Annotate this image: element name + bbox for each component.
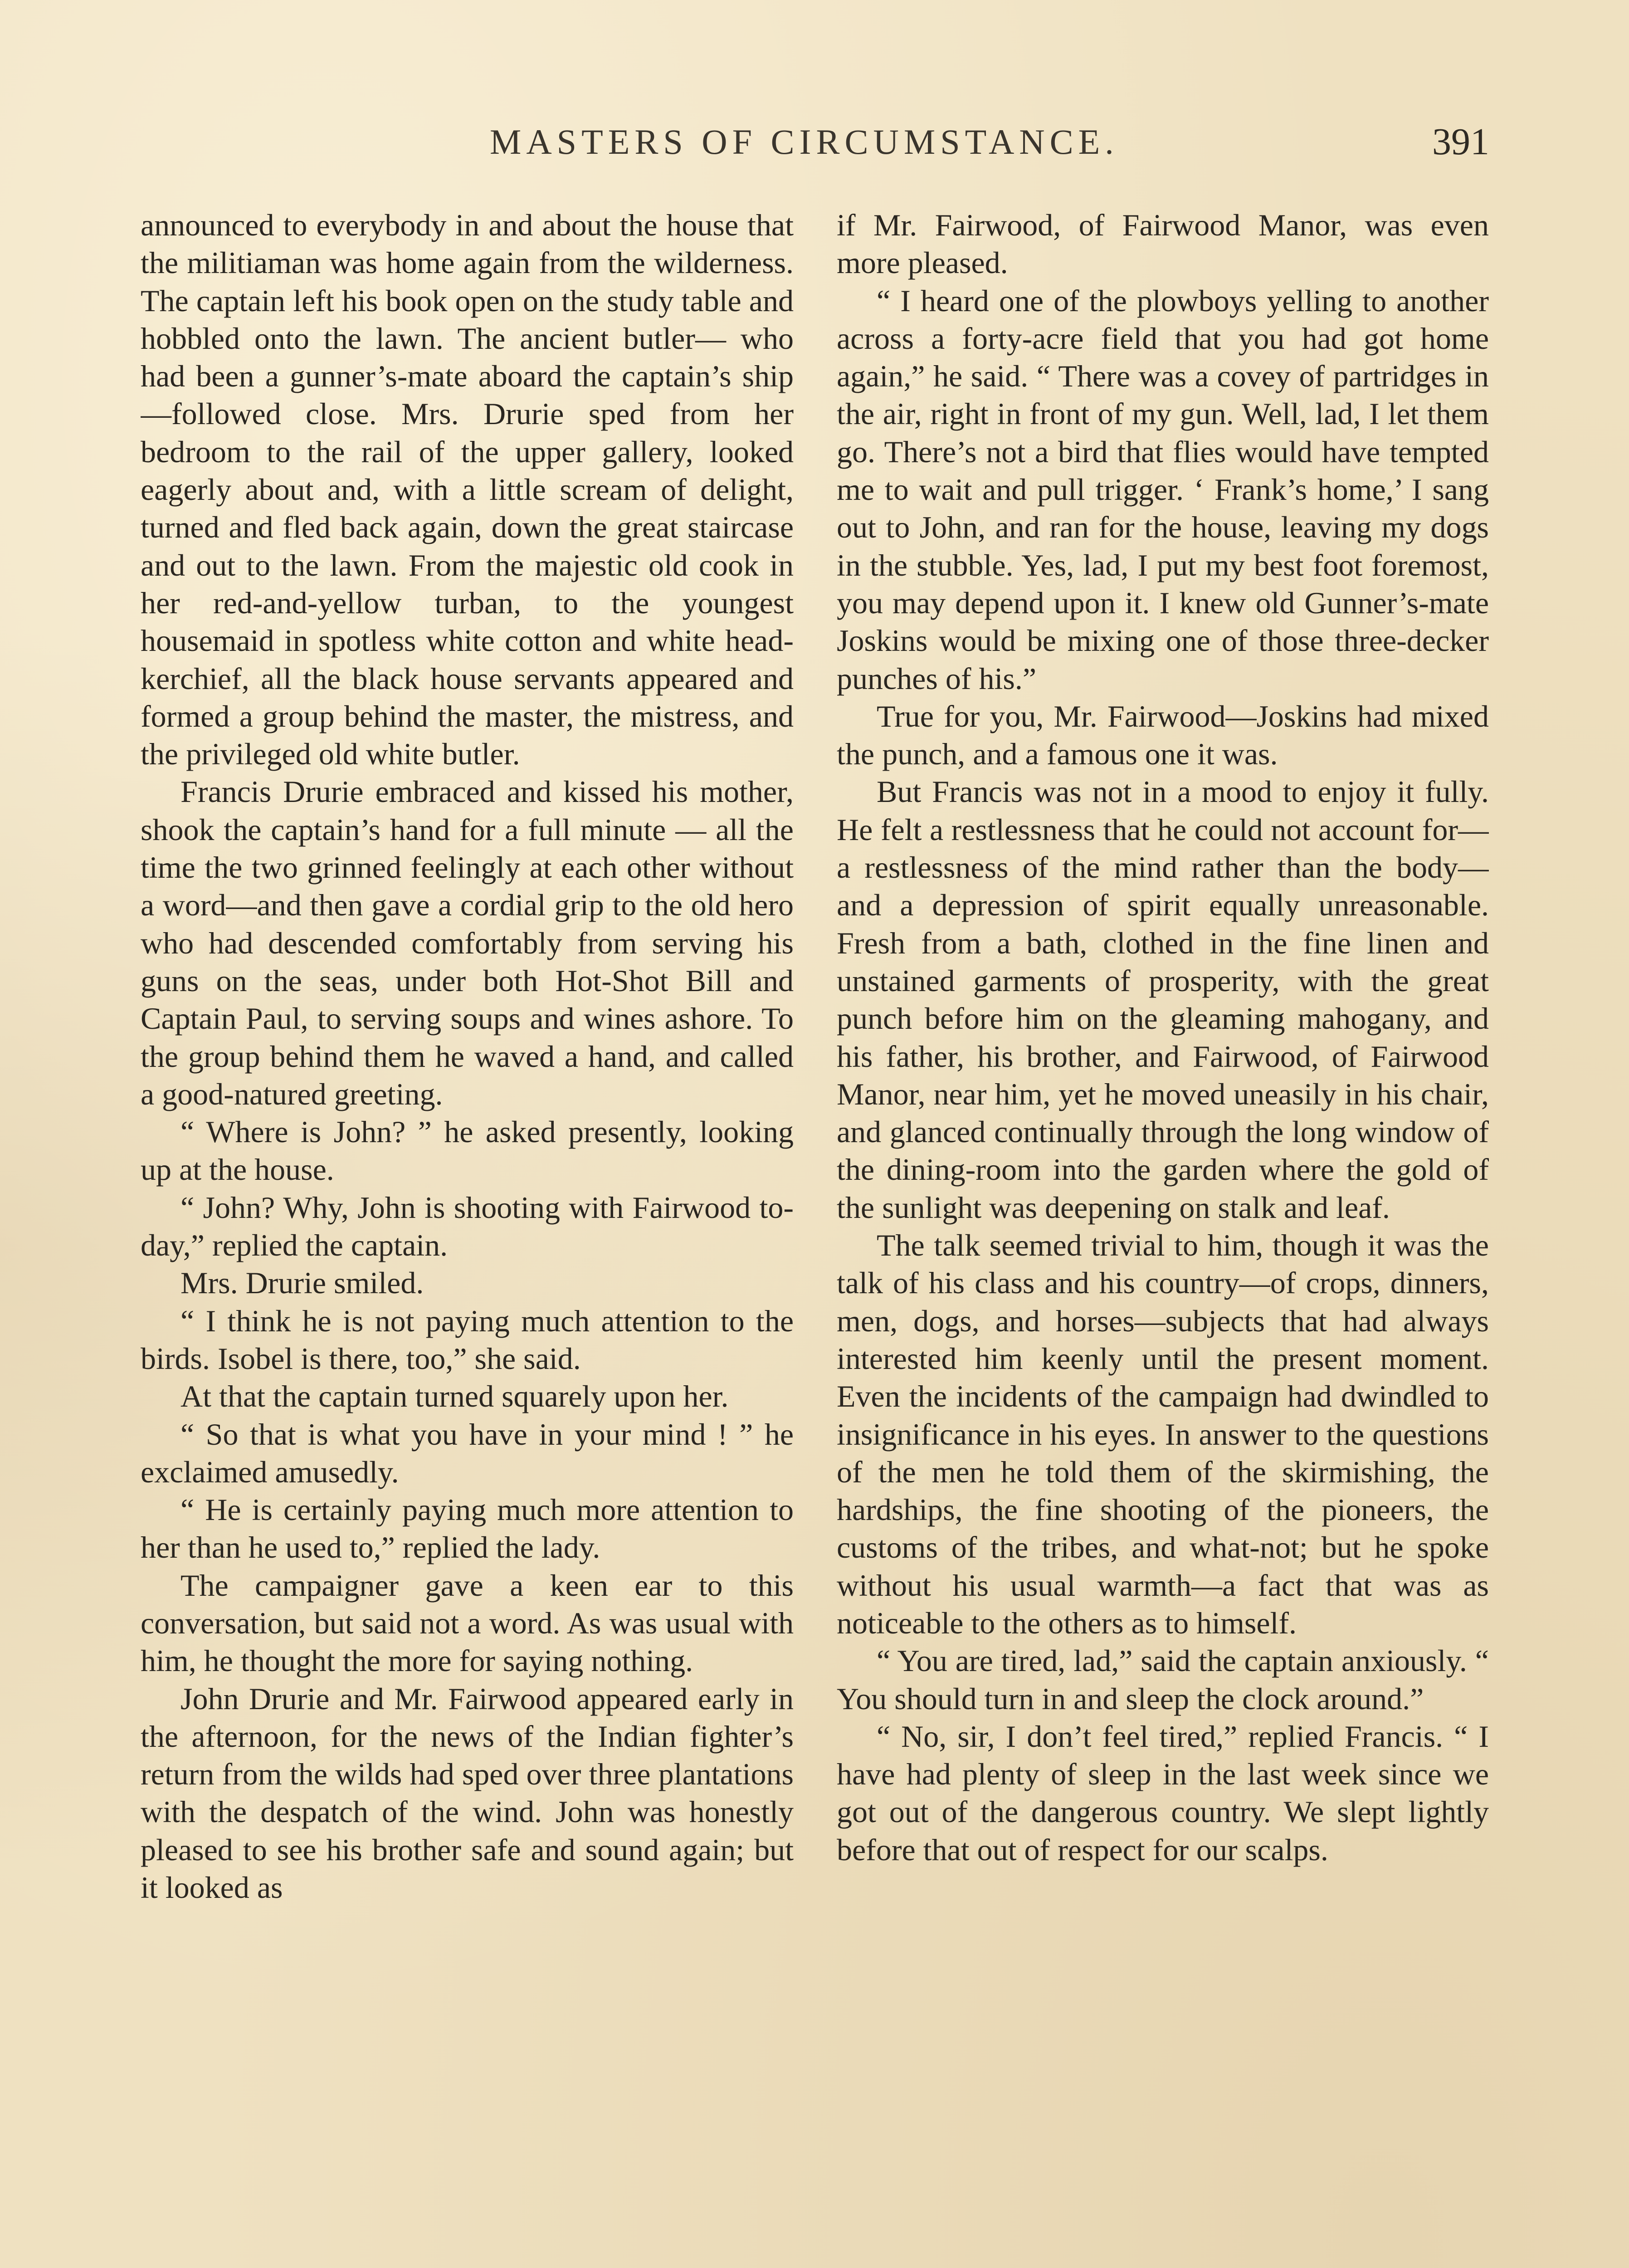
paragraph: The talk seemed trivial to him, though it was the talk of his class and his country—of crops, dinners, men, dogs, and horses—subjects that had always interested him keenly until the present moment. Even the incidents of the campaign had dwindled to insignificance in his eyes. In answer to the questions of the men he told them of the skirmishing, the hardships, the fine shooting of the pioneers, the customs of the tribes, and what-not; but he spoke without his usual warmth—a fact that was as noticeable to the others as to himself.: [837, 1228, 1489, 1640]
paragraph: “ John? Why, John is shooting with Fairwood to-day,” replied the captain.: [141, 1190, 794, 1263]
paragraph: “ You are tired, lad,” said the captain anxiously. “ You should turn in and sleep the clock around.”: [837, 1643, 1489, 1716]
paragraph: “ He is certainly paying much more attention to her than he used to,” replied the lady.: [141, 1492, 794, 1565]
paragraph: “ I think he is not paying much attention to the birds. Isobel is there, too,” she said.: [141, 1303, 794, 1376]
right-column: [837, 206, 1489, 2268]
paragraph: “ I heard one of the plowboys yelling to another across a forty-acre field that you had got home again,” he said. “ There was a covey of partridges in the air, right in front of my gun. Well, lad, I let them go. There’s not a bird that flies would have tempted me to wait and pull trigger. ‘ Frank’s home,’ I sang out to John, and ran for the house, leaving my dogs in the stubble. Yes, lad, I put my best foot foremost, you may depend upon it. I knew old Gunner’s-mate Joskins would be mixing one of those three-decker punches of his.”: [837, 283, 1489, 696]
paragraph: At that the captain turned squarely upon her.: [180, 1379, 729, 1414]
paragraph: “ No, sir, I don’t feel tired,” replied Francis. “ I have had plenty of sleep in the last week since we got out of the dangerous country. We slept lightly before that out of respect for our scalps.: [837, 1719, 1489, 1867]
paragraph: But Francis was not in a mood to enjoy it fully. He felt a restlessness that he could not account for—a restlessness of the mind rather than the body— and a depression of spirit equally unreasonable. Fresh from a bath, clothed in the fine linen and unstained garments of prosperity, with the great punch before him on the gleaming mahogany, and his father, his brother, and Fairwood, of Fairwood Manor, near him, yet he moved uneasily in his chair, and glanced continually through the long window of the dining-room into the garden where the gold of the sunlight was deepening on stalk and leaf.: [837, 774, 1489, 1225]
paragraph: announced to everybody in and about the house that the militiaman was home again from the wilderness. The captain left his book open on the study table and hobbled onto the lawn. The ancient butler— who had been a gunner’s-mate aboard the captain’s ship—followed close. Mrs. Drurie sped from her bedroom to the rail of the upper gallery, looked eagerly about and, with a little scream of delight, turned and fled back again, down the great staircase and out to the lawn. From the majestic old cook in her red-and-yellow turban, to the youngest housemaid in spotless white cotton and white head-kerchief, all the black house servants appeared and formed a group behind the master, the mistress, and the privileged old white butler.: [141, 208, 794, 772]
paragraph: Mrs. Drurie smiled.: [180, 1266, 424, 1300]
paragraph: The campaigner gave a keen ear to this conversation, but said not a word. As was usual with him, he thought the more for saying nothing.: [141, 1568, 794, 1678]
paragraph: Francis Drurie embraced and kissed his mother, shook the captain’s hand for a full minute — all the time the two grinned feelingly at each other without a word—and then gave a cordial grip to the old hero who had descended comfortably from serving his guns on the seas, under both Hot-Shot Bill and Captain Paul, to serving soups and wines ashore. To the group behind them he waved a hand, and called a good-natured greeting.: [141, 774, 794, 1111]
left-column: [141, 206, 794, 2268]
paragraph: if Mr. Fairwood, of Fairwood Manor, was even more pleased.: [837, 208, 1489, 280]
paragraph: “ Where is John? ” he asked presently, looking up at the house.: [141, 1114, 794, 1187]
paragraph: True for you, Mr. Fairwood—Joskins had mixed the punch, and a famous one it was.: [837, 699, 1489, 772]
paragraph: John Drurie and Mr. Fairwood appeared early in the afternoon, for the news of the Indian fighter’s return from the wilds had sped over three plantations with the despatch of the wind. John was honestly pleased to see his brother safe and sound again; but it looked as: [141, 1681, 794, 1905]
running-head: MASTERS OF CIRCUMSTANCE.: [490, 122, 1119, 161]
page-number: 391: [1432, 121, 1489, 163]
paragraph: “ So that is what you have in your mind ! ” he exclaimed amusedly.: [141, 1417, 794, 1489]
